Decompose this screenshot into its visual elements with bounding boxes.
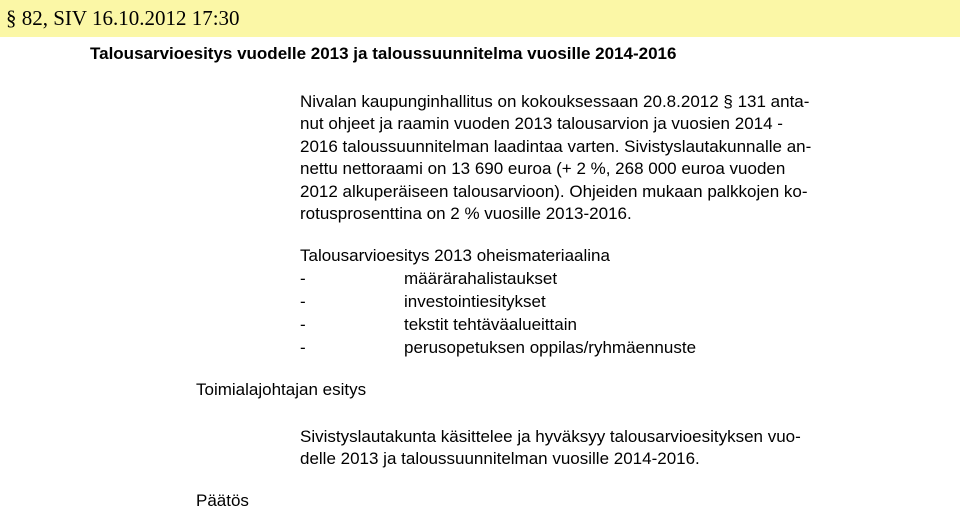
list-item-text: investointiesitykset <box>404 292 546 311</box>
list-bullet: - <box>300 292 306 311</box>
intro-line: 2012 alkuperäiseen talousarvioon). Ohjeiden mukaan palkkojen ko- <box>300 181 808 201</box>
list-item-text: tekstit tehtäväalueittain <box>404 315 577 334</box>
intro-line: nettu nettoraami on 13 690 euroa (+ 2 %, 268 000 euroa vuoden <box>300 159 786 179</box>
proposal-heading: Toimialajohtajan esitys <box>196 380 367 399</box>
proposal-line: Sivistyslautakunta käsittelee ja hyväksyy talousarvioesityksen vuo- <box>300 427 801 446</box>
section-header-bar <box>0 0 960 37</box>
list-bullet: - <box>300 315 306 334</box>
attachments-heading: Talousarvioesitys 2013 oheismateriaalina <box>300 246 610 265</box>
list-item-text: perusopetuksen oppilas/ryhmäennuste <box>404 338 697 357</box>
list-bullet: - <box>300 338 306 357</box>
decision-heading: Päätös <box>196 491 249 510</box>
document-title: Talousarvioesitys vuodelle 2013 ja taloussuunnitelma vuosille 2014-2016 <box>90 44 677 63</box>
proposal-line: delle 2013 ja taloussuunnitelman vuosille 2014-2016. <box>300 449 700 469</box>
list-bullet: - <box>300 269 306 288</box>
proposal-paragraph <box>300 426 880 471</box>
list-item-text: määrärahalistaukset <box>404 269 558 288</box>
intro-line: rotusprosenttina on 2 % vuosille 2013-2016. <box>300 204 632 224</box>
intro-paragraph <box>300 91 880 225</box>
intro-line: Nivalan kaupunginhallitus on kokouksessaan 20.8.2012 § 131 anta- <box>300 92 810 111</box>
intro-line: nut ohjeet ja raamin vuoden 2013 talousarvion ja vuosien 2014 - <box>300 114 783 134</box>
section-header-text: § 82, SIV 16.10.2012 17:30 <box>6 6 240 30</box>
intro-line: 2016 taloussuunnitelman laadintaa varten. Sivistyslautakunnalle an- <box>300 136 812 156</box>
